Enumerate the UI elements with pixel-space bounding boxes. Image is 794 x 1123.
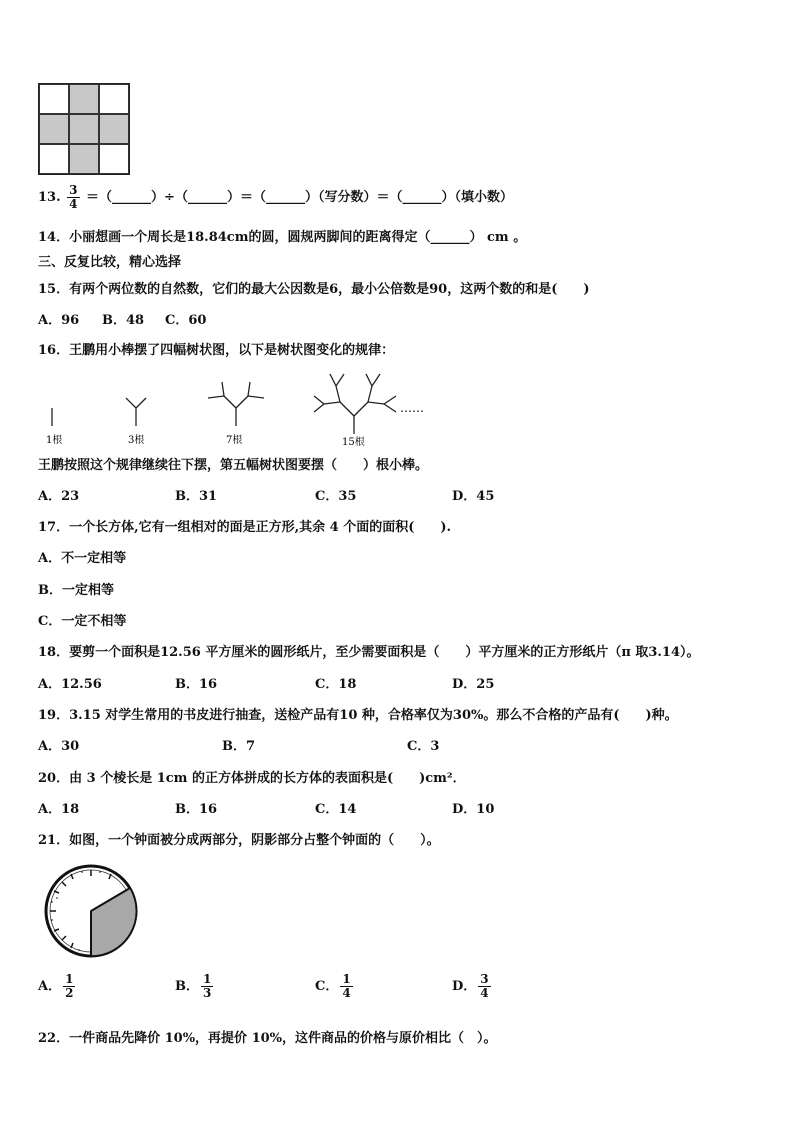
- grid-cell: [99, 84, 129, 114]
- grid-cell: [99, 144, 129, 174]
- q18-option-b[interactable]: B．16: [175, 677, 218, 692]
- tree-label: 3根: [128, 435, 145, 446]
- q17-option-a[interactable]: A．不一定相等: [38, 551, 127, 566]
- question-21: 21．如图，一个钟面被分成两部分，阴影部分占整个钟面的（ ）。: [38, 833, 440, 848]
- question-17: 17．一个长方体,它有一组相对的面是正方形,其余 4 个面的面积( ).: [38, 520, 452, 535]
- q17-option-b[interactable]: B．一定相等: [38, 583, 114, 598]
- grid-cell-shaded: [69, 114, 99, 144]
- question-16: 16．王鹏用小棒摆了四幅树状图，以下是树状图变化的规律：: [38, 343, 395, 358]
- tree-label: 1根: [46, 435, 63, 446]
- q15-option-c[interactable]: C．60: [165, 313, 207, 328]
- fraction-three-quarters: $\frac{3}{4}$: [69, 183, 78, 211]
- section-heading: 三、反复比较，精心选择: [38, 255, 182, 270]
- question-22: 22．一件商品先降价 10%，再提价 10%，这件商品的价格与原价相比（ ）。: [38, 1031, 497, 1046]
- tree-label: 7根: [226, 435, 243, 446]
- q15-option-b[interactable]: B．48: [102, 313, 145, 328]
- q19-option-c[interactable]: C．3: [407, 739, 440, 754]
- question-13: [38, 184, 513, 211]
- clock-face-figure: [42, 862, 140, 960]
- q16-option-b[interactable]: B．31: [175, 489, 218, 504]
- q18-option-d[interactable]: D．25: [452, 677, 495, 692]
- q16-option-c[interactable]: C．35: [315, 489, 357, 504]
- q20-option-a[interactable]: A．18: [38, 802, 80, 817]
- question-19: 19．3.15 对学生常用的书皮进行抽查，送检产品有10 种，合格率仅为30%。那么不合格的产品有( )种。: [38, 708, 678, 723]
- tree-label: 15根: [342, 437, 365, 448]
- question-16-continued: 王鹏按照这个规律继续往下摆，第五幅树状图要摆（ ）根小棒。: [38, 458, 429, 473]
- q19-option-a[interactable]: A．30: [38, 739, 80, 754]
- ellipsis: ……: [400, 401, 424, 415]
- q18-option-a[interactable]: A．12.56: [38, 677, 102, 692]
- q15-option-a[interactable]: A．96: [38, 313, 80, 328]
- tree-diagram-figure: [38, 368, 458, 450]
- q21-option-c[interactable]: C． $\frac{1}{4}$: [315, 972, 351, 1000]
- shaded-grid-figure: [38, 83, 130, 175]
- grid-cell-shaded: [99, 114, 129, 144]
- q19-option-b[interactable]: B．7: [222, 739, 256, 754]
- question-20: 20．由 3 个棱长是 1cm 的正方体拼成的长方体的表面积是( )cm²．: [38, 771, 466, 786]
- question-15: 15．有两个两位数的自然数，它们的最大公因数是6，最小公倍数是90，这两个数的和是( ): [38, 282, 590, 297]
- q16-option-a[interactable]: A．23: [38, 489, 80, 504]
- q18-option-c[interactable]: C．18: [315, 677, 357, 692]
- grid-cell: [39, 84, 69, 114]
- q17-option-c[interactable]: C．一定不相等: [38, 614, 127, 629]
- q21-option-d[interactable]: D． $\frac{3}{4}$: [452, 972, 489, 1000]
- grid-cell-shaded: [69, 144, 99, 174]
- q21-option-a[interactable]: A． $\frac{1}{2}$: [38, 972, 74, 1000]
- q20-option-d[interactable]: D．10: [452, 802, 495, 817]
- question-number: 13.: [38, 190, 61, 205]
- grid-cell-shaded: [69, 84, 99, 114]
- grid-cell: [39, 144, 69, 174]
- q20-option-c[interactable]: C．14: [315, 802, 357, 817]
- question-14: 14．小丽想画一个周长是18.84cm的圆，圆规两脚间的距离得定（______） cm 。: [38, 230, 527, 245]
- question-18: 18．要剪一个面积是12.56 平方厘米的圆形纸片，至少需要面积是（ ）平方厘米的正方形纸片（π 取3.14）。: [38, 645, 700, 660]
- question-13-text: ＝（______）÷（______）＝（______）（写分数）＝（______）（填小数）: [86, 190, 513, 205]
- q16-option-d[interactable]: D．45: [452, 489, 495, 504]
- q21-option-b[interactable]: B． $\frac{1}{3}$: [175, 972, 212, 1000]
- grid-cell-shaded: [39, 114, 69, 144]
- q20-option-b[interactable]: B．16: [175, 802, 218, 817]
